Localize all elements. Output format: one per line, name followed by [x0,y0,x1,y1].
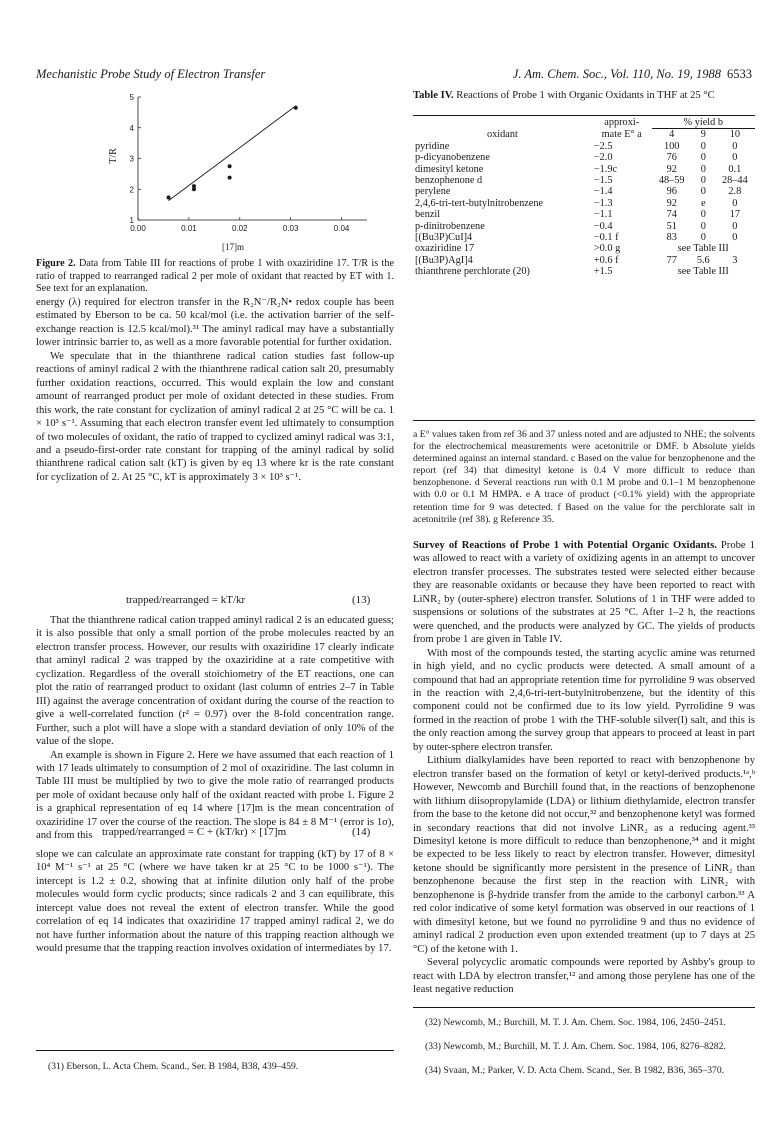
paragraph: That the thianthrene radical cation trapped aminyl radical 2 is an educated guess; it is also possible that only a small portion of the probe molecules reacted by an electron transfer process. However, our results with oxaziridine 17 clearly indicate that aminyl radical 2 was trapped by the oxaziridine at a rate competitive with cyclization. Regardless of the overall stoichiometry of the ET reactions, one can plot the ratio of rearranged product to oxidant (last column of entries 2–7 in Table III) against the average concentration of oxidant during the course of the reaction to give a well-correlated function (r² = 0.97) over the 8-fold concentration range. Further, such a plot will have a slope with a standard deviation of only 10% of the value of the slope. [36,615,394,748]
data-point [228,164,232,168]
table-cell: see Table III [677,266,729,278]
table-cell: −1.3 [593,197,613,209]
paragraph-text: Probe 1 was allowed to react with a variety of oxidizing agents in an attempt to uncover electron transfer processes. The substrates tested were selected either because they are reasonable oxidants or because they have been reported to react with LiNR₂ by (outer-sphere) electron transfer. Solutions of 1 in THF were added to suspensions or solutions of the substrates at 25 °C. After 1–2 h, the reactions were quenched, and the products were analyzed by GC. The yields of products from probe 1 are given in Table IV. [413,540,755,646]
figure-caption-text: Data from Table III for reactions of probe 1 with oxaziridine 17. T/R is the ratio of trapped to rearranged radical 2 per mole of oxidant that reacted by ET with 1. See text for an explanation. [36,258,394,295]
left-column-upper [36,296,394,484]
table-bottom-rule [413,420,755,421]
table-cell: 3 [732,254,738,266]
table-cell: 0 [700,220,706,232]
table-cell: 0 [732,140,738,152]
col-approx-line2: mate E° a [601,128,642,140]
table-cell: thianthrene perchlorate (20) [415,266,530,278]
paragraph: With most of the compounds tested, the starting acyclic amine was returned in high yield, and no cyclic products were detected. A small amount of a compound that had an appropriate retention time for pyrrolidine 9 was observed in the reaction with 2,4,6-tri-tert-butylnitrobenzene, but the identity of this component could not be confirmed due to its low yield. Pyrrolidine 9 was formed in the reaction of probe 1 with the THF-soluble silver(I) salt, and this is the only reaction among the survey group that appears to proceed at least in part by outer-sphere electron transfer. [413,647,755,753]
section-heading: Survey of Reactions of Probe 1 with Potential Organic Oxidants. [413,540,717,551]
scatter-plot [36,90,394,266]
table-cell: −2.0 [593,152,613,164]
x-tick-label: 0.02 [231,224,248,233]
fit-line [169,106,296,201]
table-cell: 0.1 [728,163,742,175]
table-cell: 0 [732,197,738,209]
table-cell: 51 [666,220,677,232]
table-row [413,175,755,186]
table-cell: [(Bu3P)AgI]4 [415,254,473,266]
table-row [413,198,755,209]
table-cell: 0 [700,175,706,187]
right-column-body [413,539,755,996]
table-cell: 2.8 [728,186,742,198]
table-cell: pyridine [415,140,450,152]
x-tick-label: 0.01 [181,224,197,233]
y-axis-label: T/R [108,148,119,164]
y-tick-label: 1 [129,216,134,225]
table-row [413,141,755,152]
table-cell: 0 [700,163,706,175]
data-point [192,184,196,188]
table-caption: Reactions of Probe 1 with Organic Oxidants in THF at 25 °C [456,90,715,101]
reference-33: (33) Newcomb, M.; Burchill, M. T. J. Am. Chem. Soc. 1984, 106, 8276–8282. [425,1041,726,1052]
x-axis-label: [17]m [222,242,244,252]
table-cell: 2,4,6-tri-tert-butylnitrobenzene [415,197,544,209]
table-row [413,221,755,232]
table-row [413,243,755,254]
table-cell: 0 [732,220,738,232]
table-cell: 96 [666,186,677,198]
journal-citation: J. Am. Chem. Soc., Vol. 110, No. 19, 1988 [512,67,721,81]
table-cell: benzophenone d [415,175,483,187]
paragraph: Lithium dialkylamides have been reported to react with benzophenone by electron transfer based on the formation of ketyl or ketyl-derived products.¹ᵃ,ᵇ However, Newcomb and Burchill found that, in the reactions of benzophenone with lithium diisopropylamide (LDA) or lithium diethylamide, electron transfer from the base to the ketone did not occur,³² and benzophenone ketyl was formed in secondary reactions that did not involve LiNR₂ as a reducing agent.³³ Dimesityl ketone is more difficult to reduce than benzophenone,³⁴ and it might be expected to be less likely to react by electron transfer. However, dimesityl ketone should be significantly more persistent in the presence of LiNR₂ than benzophenone because the first step in the reaction with LiNR₂ with benzophenone is β-hydride transfer from the amide to the carbonyl carbon.³³ A red color indicative of some ketyl formation was observed in our reactions of 1 with dimesityl ketone, but we found no pyrrolidine 9 and thus no evidence of aminyl radical 2 production even upon extended treatment (up to 7 days at 25 °C) of the ketone with 1. [413,755,755,955]
figure-2 [36,90,394,266]
left-column-middle [36,614,394,843]
table-cell: 83 [666,232,677,244]
table-cell: 77 [666,254,677,266]
oxidant-table [413,117,755,278]
table-cell: −1.5 [593,175,613,187]
paragraph: Several polycyclic aromatic compounds were reported by Ashby's group to react with LDA by electron transfer,¹² and among those perylene has one of the least negative reduction [413,957,755,995]
col-oxidant: oxidant [486,128,518,140]
table-cell: perylene [415,186,451,198]
footnote-divider [36,1050,394,1051]
table-cell: 0 [700,186,706,198]
table-body [413,141,755,278]
col-yield: % yield b [652,117,755,129]
table-cell: −1.4 [593,186,613,198]
equation-14: trapped/rearranged = C + (kT/kr) × [17]m [102,826,287,838]
paragraph [413,539,755,647]
table-cell: −2.5 [593,140,613,152]
x-tick-label: 0.03 [282,224,299,233]
table-cell: benzil [415,209,441,221]
table-cell: 92 [666,163,677,175]
col-approx-line1: approxi- [604,117,640,128]
table-cell: 0 [700,209,706,221]
table-cell: see Table III [677,243,729,255]
x-tick-label: 0.04 [333,224,350,233]
paragraph: slope we can calculate an approximate rate constant for trapping (kT) by 17 of 8 × 10⁴ M⁻¹ s⁻¹ at 25 °C (where we have taken kr at 25 °C to be 1000 s⁻¹). The intercept is 1.2 ± 0.2, showing that at infinite dilution only half of the probe molecules would form cyclic products; since radicals 2 and 3 can equilibrate, this intercept value does not reveal the extent of electron transfer. While the good correlation of eq 14 indicates that oxaziridine 17 trapped aminyl radical 2, we do not have further information about the nature of this trapping reaction although we would presume that the trapping reaction involves oxidation of intermediates by 17. [36,849,394,955]
y-tick-label: 5 [129,93,134,102]
table-cell: 100 [663,140,680,152]
page-number: 6533 [727,67,752,81]
table-label: Table IV. [413,90,454,101]
table-cell: −1.1 [593,209,613,221]
table-cell: 48–59 [658,175,685,187]
data-point [228,176,232,180]
table-cell: +0.6 f [593,254,619,266]
data-point [167,196,171,200]
plot-axes [138,97,367,220]
plot-ticks [130,93,350,233]
table-title [413,89,755,102]
table-cell: −0.1 f [593,232,619,244]
paragraph: An example is shown in Figure 2. Here we have assumed that each reaction of 1 with 17 leads ultimately to consumption of 2 mol of oxaziridine. The last column in Table III must be multiplied by two to give the mole ratio of rearranged products per mole of oxidant because only half of the oxidant reacted with probe 1. Figure 2 is a graphical representation of eq 14 where [17]m is the mean concentration of oxaziridine 17 over the course of the reaction. The slope is 84 ± 8 M⁻¹ (error is 1σ), and from this [36,749,394,842]
table-cell: 74 [666,209,677,221]
col-10: 10 [729,129,740,141]
y-tick-label: 3 [129,154,134,164]
x-tick-label: 0.00 [130,224,146,233]
data-point [294,106,298,110]
paragraph: We speculate that in the thianthrene radical cation studies fast follow-up reactions of aminyl radical 2 with the thianthrene radical cation salt 20, presumably further oxidation reactions, occurred. This would explain the low and constant amount of rearranged product per mole of oxidant detected in these studies. From this work, the rate constant for cyclization of aminyl radical 2 at 25 °C will be ca. 1 × 10³ s⁻¹. Assuming that each electron transfer event led ultimately to consumption of two molecules of oxidant, the ratio of trapped to cyclized aminyl radical was 3:1, and a pseudo-first-order rate constant for trapping of the aminyl radical by solid thianthrene radical cation salt (kT) is given by eq 13 where kr is the rate constant for cyclization of 2. At 25 °C, kT is approximately 3 × 10³ s⁻¹. [36,350,394,483]
table-cell: 92 [666,197,677,209]
y-tick-label: 2 [129,185,134,195]
table-cell: p-dinitrobenzene [415,220,485,232]
table-row [413,266,755,277]
table-cell: 0 [732,232,738,244]
running-header-title: Mechanistic Probe Study of Electron Transfer [36,67,266,81]
table-cell: 5.6 [696,254,710,266]
plot-marks [167,106,298,201]
table-cell: >0.0 g [593,243,621,255]
table-cell: oxaziridine 17 [415,243,475,255]
y-tick-label: 4 [129,123,134,133]
col-9: 9 [700,129,706,141]
table-cell: −0.4 [593,220,613,232]
equation-13-number: (13) [352,594,371,606]
table-row [413,232,755,243]
table-cell: −1.9c [593,163,618,175]
col-4: 4 [669,129,675,141]
table-cell: 17 [729,209,740,221]
table-cell: +1.5 [593,266,613,278]
footnote-divider [413,1007,755,1008]
table-footnotes: a E° values taken from ref 36 and 37 unless noted and are adjusted to NHE; the solvents for the electrochemical measurements were acetonitrile or DMF. b Absolute yields determined against an internal standard. c Based on the value for benzophenone and the report (ref 34) that dimesityl ketone is 0.4 V more difficult to reduce than benzophenone. d Several reactions run with 0.1 M probe and 0.1–1 M benzophenone with 0.0 or 0.1 M HMPA. e A trace of product (<0.1% yield) with the appropriate retention time for 9 was detected. f Based on the value for the perchlorate salt in acetonitrile (ref 38). g Reference 35. [413,429,755,525]
table-row [413,186,755,197]
table-cell: 0 [700,232,706,244]
table-row [413,209,755,220]
table-row [413,255,755,266]
table-row [413,152,755,163]
table-top-rule [413,115,755,116]
table-cell: [(Bu3P)CuI]4 [415,232,473,244]
table-cell: 0 [700,140,706,152]
paragraph: energy (λ) required for electron transfer in the R₂N⁻/R₂N• redox couple has been estimated by Eberson to be ca. 50 kcal/mol (i.e. the activation barrier of the self-exchange reaction is 12.5 kcal/mol).³¹ The aminyl radical may have a substantially lower intrinsic barrier to, as well as a more favorable potential for further oxidation. [36,297,394,349]
reference-31: (31) Eberson, L. Acta Chem. Scand., Ser. B 1984, B38, 439–459. [48,1061,299,1072]
table-cell: e [700,197,706,209]
equation-14-number: (14) [352,826,371,838]
table-cell: dimesityl ketone [415,163,484,175]
running-header-journal [513,67,752,82]
table-cell: 76 [666,152,677,164]
reference-34: (34) Svaan, M.; Parker, V. D. Acta Chem. Scand., Ser. B 1982, B36, 365–370. [425,1065,725,1076]
table-cell: 28–44 [721,175,748,187]
figure-caption-label: Figure 2. [36,258,76,269]
equation-13: trapped/rearranged = kT/kr [126,594,246,606]
table-cell: p-dicyanobenzene [415,152,490,164]
figure-caption [36,258,394,296]
table-cell: 0 [732,152,738,164]
left-column-lower [36,848,394,956]
reference-32: (32) Newcomb, M.; Burchill, M. T. J. Am. Chem. Soc. 1984, 106, 2450–2451. [425,1017,726,1028]
table-cell: 0 [700,152,706,164]
table-row [413,164,755,175]
